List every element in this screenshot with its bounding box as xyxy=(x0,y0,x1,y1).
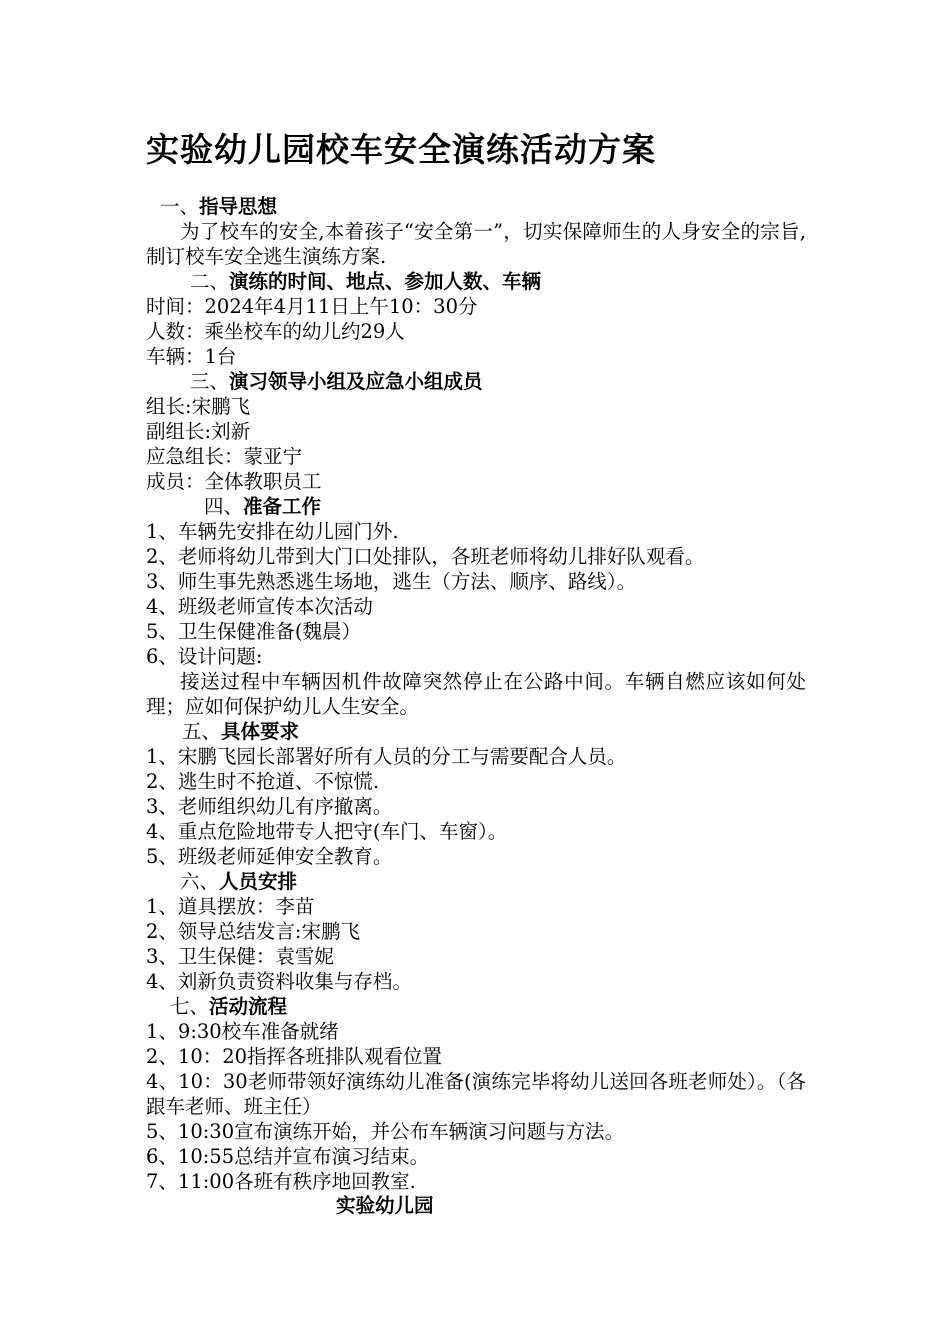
list-item: 2、老师将幼儿带到大门口处排队，各班老师将幼儿排好队观看。 xyxy=(146,545,705,568)
section-heading-activity-flow xyxy=(146,994,806,1019)
list-item: 7、11:00各班有秩序地回教室. xyxy=(146,1170,416,1193)
section-title: 人员安排 xyxy=(219,870,298,893)
section-title: 具体要求 xyxy=(221,720,300,743)
section-number: 二、 xyxy=(190,270,230,293)
text-line-emergency-leader: 应急组长：蒙亚宁 xyxy=(146,445,303,468)
section-number: 一、 xyxy=(160,195,200,218)
paragraph-guiding-ideology: 为了校车的安全,本着孩子“安全第一”，切实保障师生的人身安全的宗旨,制订校车安全逃生演练方案. xyxy=(146,220,806,268)
section-number: 五、 xyxy=(182,720,222,743)
section-number: 三、 xyxy=(190,370,230,393)
text-line-deputy-leader: 副组长:刘新 xyxy=(146,420,251,443)
list-item: 4、10：30老师带领好演练幼儿准备(演练完毕将幼儿送回各班老师处）。（各跟车老师、班主任） xyxy=(146,1070,806,1118)
list-item: 1、道具摆放：李苗 xyxy=(146,895,315,918)
list-item: 2、领导总结发言:宋鹏飞 xyxy=(146,920,360,943)
list-item: 1、车辆先安排在幼儿园门外. xyxy=(146,520,399,543)
list-item: 6、10:55总结并宣布演习结束。 xyxy=(146,1145,430,1168)
list-item: 5、10:30宣布演练开始，并公布车辆演习问题与方法。 xyxy=(146,1120,625,1143)
list-item: 4、重点危险地带专人把守(车门、车窗）。 xyxy=(146,820,508,843)
text-line-headcount: 人数：乘坐校车的幼儿约29人 xyxy=(146,320,405,343)
list-item: 1、9:30校车准备就绪 xyxy=(146,1020,339,1043)
section-heading-requirements xyxy=(146,719,806,744)
section-number: 六、 xyxy=(180,870,220,893)
text-line-leader: 组长:宋鹏飞 xyxy=(146,395,251,418)
section-number: 七、 xyxy=(170,995,210,1018)
paragraph-scenario: 接送过程中车辆因机件故障突然停止在公路中间。车辆自燃应该如何处理；应如何保护幼儿人生安全。 xyxy=(146,670,806,718)
section-number: 四、 xyxy=(204,495,244,518)
list-item: 5、卫生保健准备(魏晨） xyxy=(146,620,362,643)
document-body xyxy=(146,194,806,1194)
list-item: 6、设计问题: xyxy=(146,645,263,668)
section-title: 准备工作 xyxy=(243,495,322,518)
list-item: 3、卫生保健：袁雪妮 xyxy=(146,945,334,968)
list-item: 4、班级老师宣传本次活动 xyxy=(146,595,373,618)
list-item: 5、班级老师延伸安全教育。 xyxy=(146,845,393,868)
list-item: 2、10：20指挥各班排队观看位置 xyxy=(146,1045,443,1068)
section-heading-preparation xyxy=(146,494,806,519)
page-title: 实验幼儿园校车安全演练活动方案 xyxy=(146,130,656,169)
signature-organization: 实验幼儿园 xyxy=(336,1194,434,1217)
section-heading-guiding-ideology xyxy=(146,194,806,219)
section-heading-drill-details xyxy=(146,269,806,294)
section-heading-staffing xyxy=(146,869,806,894)
text-line-vehicle: 车辆：1台 xyxy=(146,345,237,368)
list-item: 3、老师组织幼儿有序撤离。 xyxy=(146,795,393,818)
section-heading-leadership-group xyxy=(146,369,806,394)
list-item: 1、宋鹏飞园长部署好所有人员的分工与需要配合人员。 xyxy=(146,745,627,768)
list-item: 2、逃生时不抢道、不惊慌. xyxy=(146,770,380,793)
text-line-time: 时间：2024年4月11日上午10：30分 xyxy=(146,295,478,318)
section-title: 指导思想 xyxy=(199,195,278,218)
list-item: 3、师生事先熟悉逃生场地，逃生（方法、顺序、路线）。 xyxy=(146,570,637,593)
text-line-members: 成员：全体教职员工 xyxy=(146,470,322,493)
list-item: 4、刘新负责资料收集与存档。 xyxy=(146,970,412,993)
section-title: 演练的时间、地点、参加人数、车辆 xyxy=(229,270,542,293)
section-title: 活动流程 xyxy=(209,995,288,1018)
section-title: 演习领导小组及应急小组成员 xyxy=(229,370,483,393)
